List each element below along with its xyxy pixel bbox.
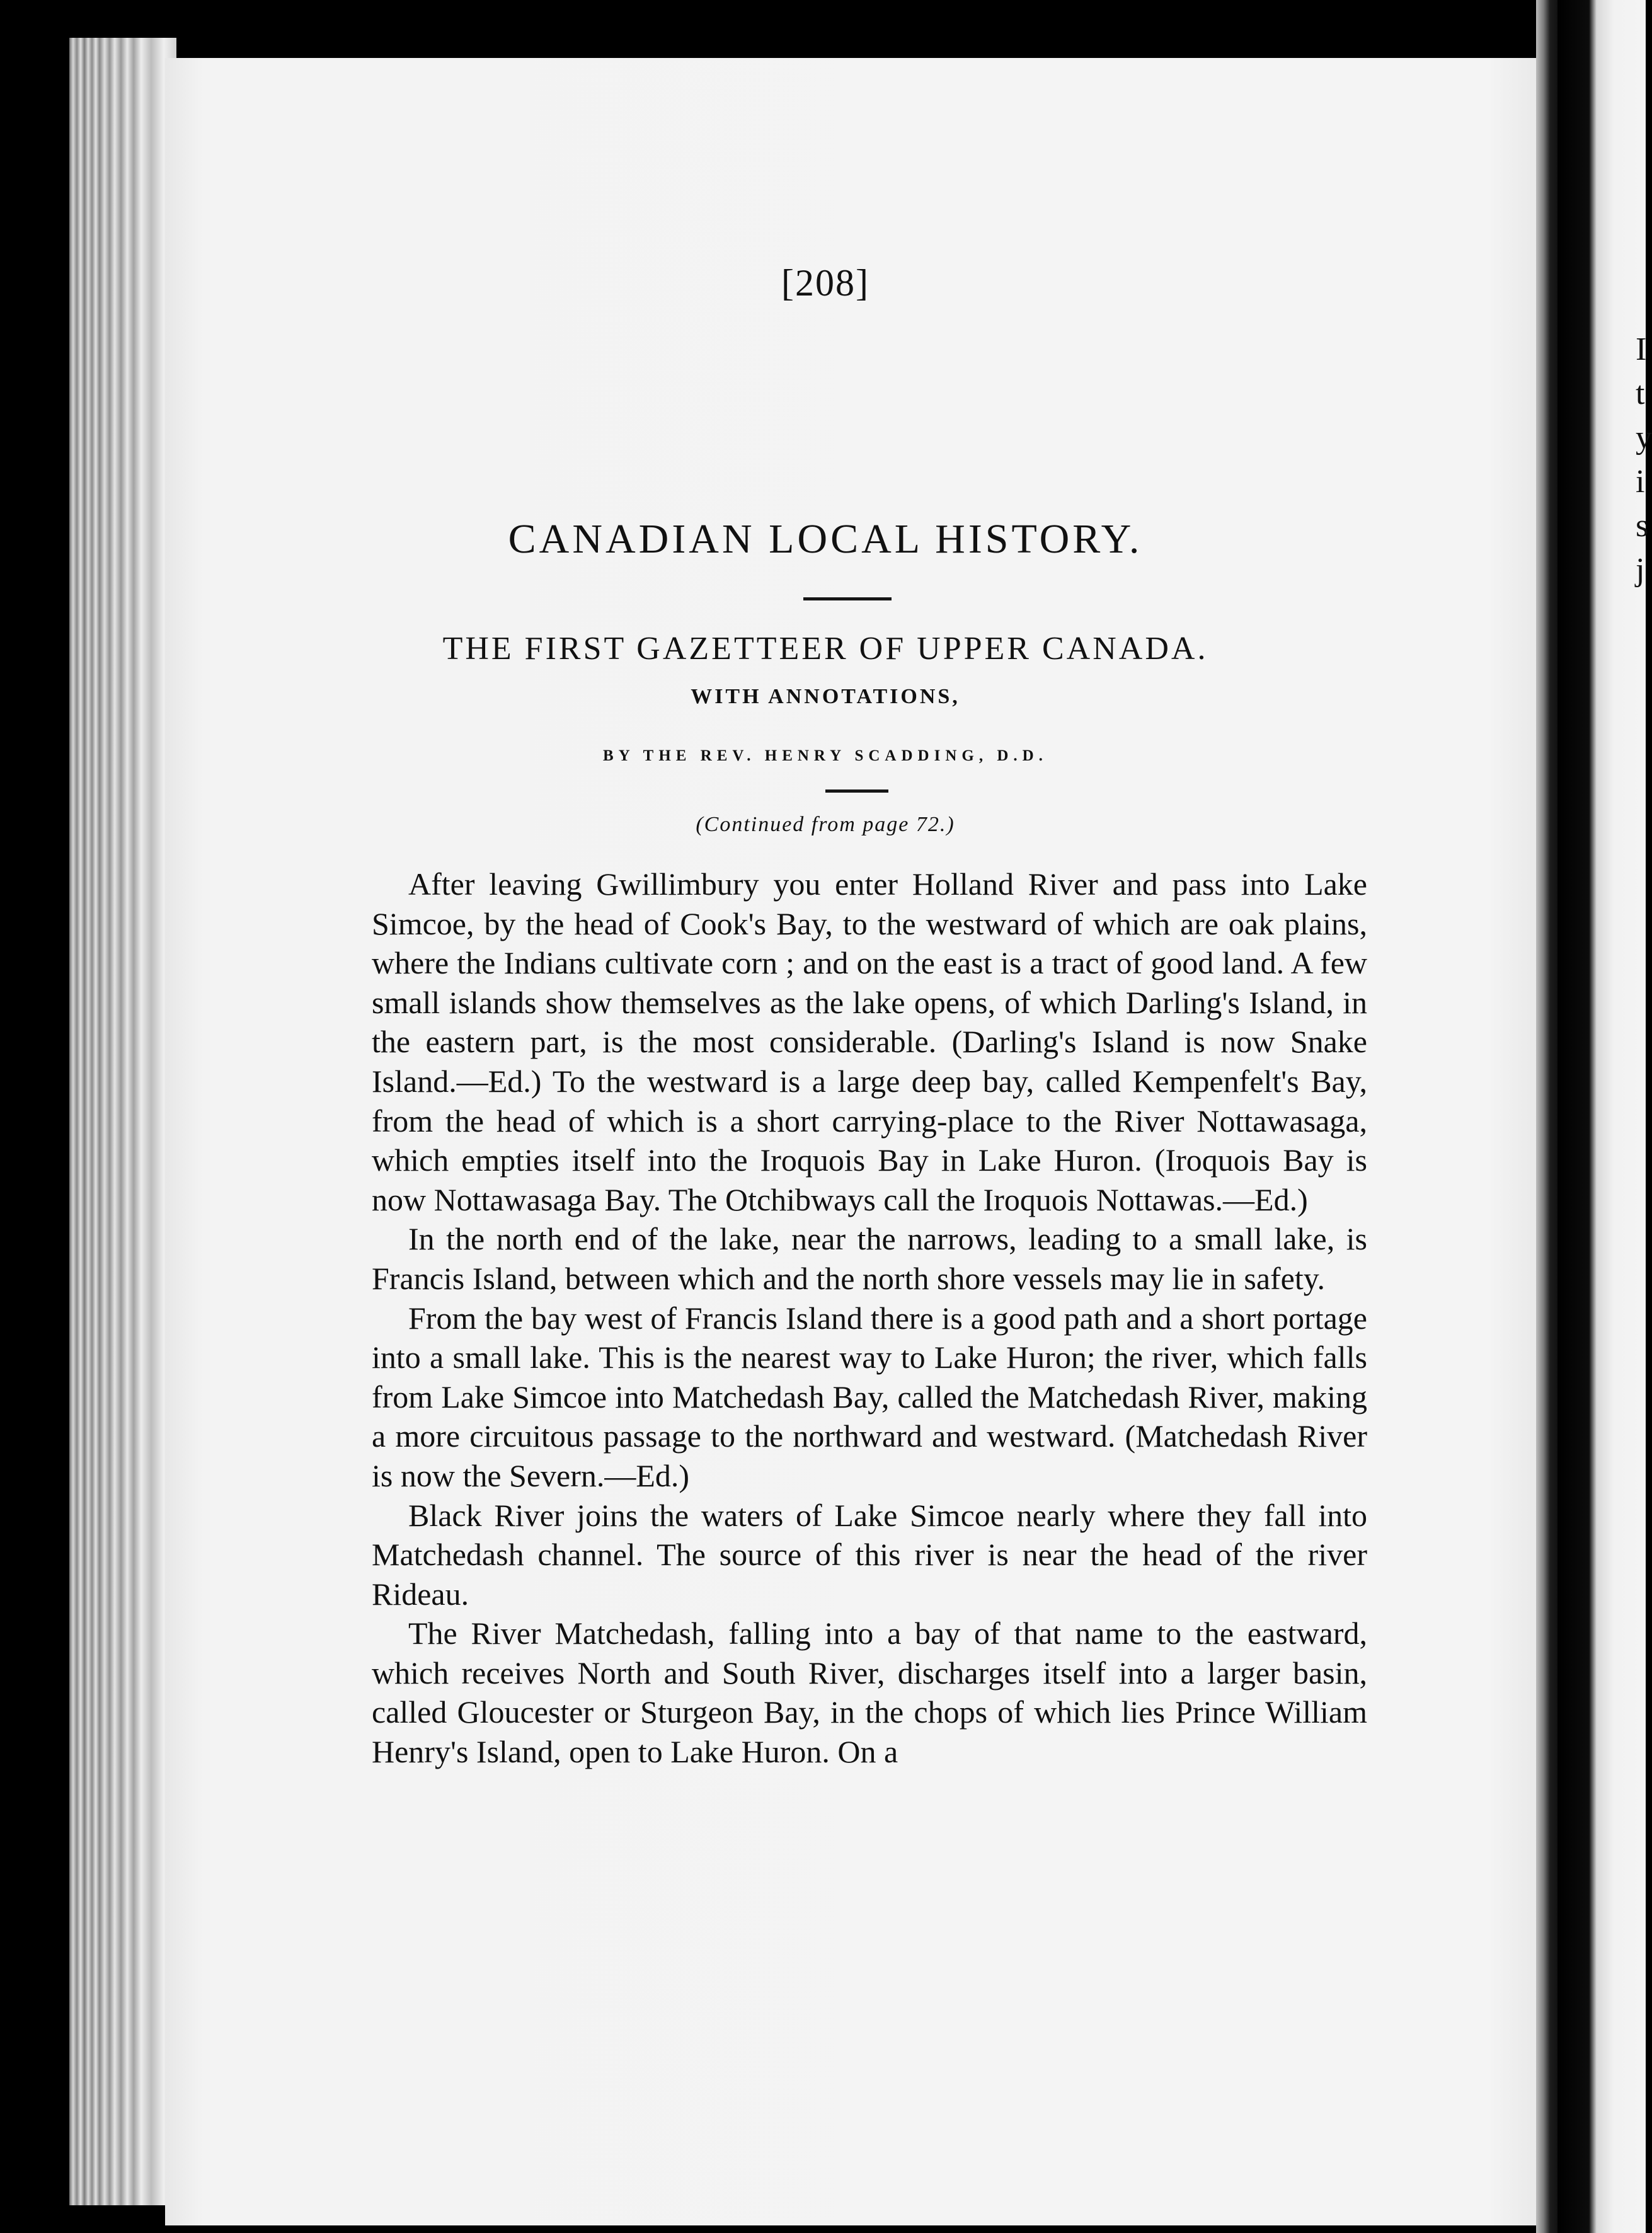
continued-note: (Continued from page 72.) [696, 813, 955, 836]
paragraph: After leaving Gwillimbury you enter Holland River and pass into Lake Simcoe, by the head of Cook's Bay, to the westward of which are oak plains, where the Indians cultivate corn ; and on the east is a tract of good land. A few small islands show themselves as the lake opens, of which Darling's Island, in the eastern part, is the most considerable. (Darling's Island is now Snake Island.—Ed.) To the westward is a large deep bay, called Kempenfelt's Bay, from the head of which is a short carrying-place to the River Nottawasaga, which empties itself into the Iroquois Bay in Lake Huron. (Iroquois Bay is now Nottawasaga Bay. The Otchibways call the Iroquois Nottawas.—Ed.) [372, 866, 1367, 1217]
page-title: CANADIAN LOCAL HISTORY. [508, 516, 1143, 562]
article-body [372, 864, 1367, 1772]
paragraph: From the bay west of Francis Island there is a good path and a short portage into a small lake. This is the nearest way to Lake Huron; the river, which falls from Lake Simcoe into Matchedash Bay, called the Matchedash River, making a more circuitous passage to the northward and westward. (Matchedash River is now the Severn.—Ed.) [372, 1300, 1367, 1493]
annotations-line: WITH ANNOTATIONS, [691, 685, 960, 708]
paragraph: In the north end of the lake, near the narrows, leading to a small lake, is Francis Island, between which and the north shore vessels may lie in safety. [372, 1221, 1367, 1296]
author-byline: BY THE REV. HENRY SCADDING, D.D. [603, 747, 1048, 764]
book-gutter [1536, 0, 1557, 2233]
page-edges [69, 38, 176, 2205]
paragraph: The River Matchedash, falling into a bay of that name to the eastward, which receives North and South River, discharges itself into a larger basin, called Gloucester or Sturgeon Bay, in the chops of which lies Prince William Henry's Island, open to Lake Huron. On a [372, 1616, 1367, 1770]
facing-page-text: I t y i s j [1636, 331, 1652, 588]
facing-page [1557, 0, 1652, 2233]
title-rule [803, 597, 892, 600]
byline-rule [825, 789, 888, 793]
page-number: [208] [781, 262, 869, 304]
article-title: THE FIRST GAZETTEER OF UPPER CANADA. [442, 631, 1208, 667]
paragraph: Black River joins the waters of Lake Simcoe nearly where they fall into Matchedash channel. The source of this river is near the head of the river Rideau. [372, 1497, 1367, 1612]
scan-border [0, 0, 69, 2233]
